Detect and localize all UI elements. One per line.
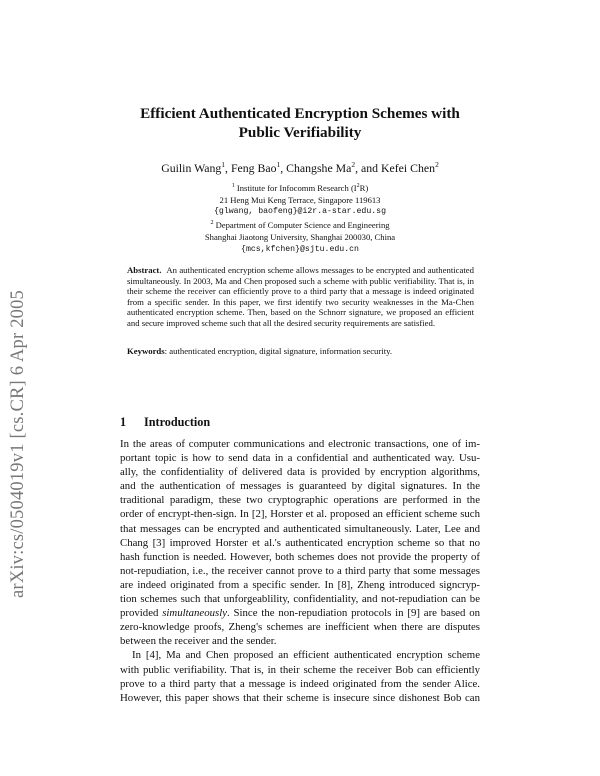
emphasized-text: simultaneously bbox=[162, 607, 227, 620]
paragraph-line: Chang [3] improved Horster et al.'s authenticated encryption scheme so that no bbox=[120, 536, 480, 549]
author-separator: , bbox=[225, 160, 231, 175]
section-title: Introduction bbox=[144, 415, 211, 429]
author-name: Feng Bao bbox=[230, 160, 277, 175]
affiliation-1-address: 21 Heng Mui Keng Terrace, Singapore 119613 bbox=[219, 194, 381, 205]
line-text: provided bbox=[120, 607, 163, 620]
paragraph-line: In the areas of computer communications and electronic transactions, one of im- bbox=[120, 438, 480, 450]
paragraph-line: In [4], Ma and Chen proposed an efficient authenticated encryption scheme bbox=[132, 649, 480, 662]
paragraph-line: that messages can be encrypted and authenticated simultaneously. Later, Lee and bbox=[120, 522, 480, 535]
keywords bbox=[127, 346, 474, 357]
author-affil-mark: 1 bbox=[221, 160, 226, 169]
author-name: Kefei Chen bbox=[381, 160, 436, 175]
author-name: Changshe Ma bbox=[286, 160, 352, 175]
author-name: Guilin Wang bbox=[161, 160, 222, 175]
affiliation-2-name bbox=[100, 218, 500, 232]
affiliation-mark: 1 bbox=[231, 183, 235, 189]
affiliation-2-email[interactable]: {mcs,kfchen}@sjtu.edu.cn bbox=[241, 244, 359, 254]
paragraph-line: tion schemes such that unforgeablility, confidentiality, and not-repudiation can be bbox=[120, 593, 480, 606]
paper-title bbox=[90, 104, 510, 142]
paragraph-line: However, this paper shows that their scheme is insecure since dishonest Bob can bbox=[120, 691, 480, 704]
affiliation-text: Institute for Infocomm Research (I bbox=[236, 182, 357, 193]
abstract bbox=[127, 265, 474, 329]
paragraph-line: prove to a third party that a message is indeed originated from the sender Alice. bbox=[120, 677, 480, 690]
section-heading bbox=[120, 415, 210, 430]
line-text: . Since the non-repudiation protocols in [9] are based on bbox=[227, 607, 480, 620]
author-separator: , and bbox=[355, 160, 381, 175]
affiliation-mark: 2 bbox=[210, 220, 214, 227]
author-list bbox=[80, 160, 520, 176]
abstract-text: An authenticated encryption scheme allows messages to be encrypted and authenticated simultaneously. In 2003, Ma and Chen proposed such a scheme with public verifiability. That is, in their scheme the receiver can efficiently prove to a third party that a message is indeed originated from a specific sender. In this paper, we first identify two security weaknesses in the Ma-Chen authenticated encryption scheme. Then, based on the Schnorr signature, we proposed an efficient and secure improved scheme such that all the desired security requirements are satisfied. bbox=[127, 265, 475, 328]
paragraph-line: zero-knowledge proofs, Zheng's schemes are inefficient when there are disputes bbox=[120, 621, 480, 634]
superscript: 2 bbox=[356, 183, 360, 189]
paragraph-line: between the receiver and the sender. bbox=[120, 635, 277, 648]
keywords-label: Keywords bbox=[127, 346, 165, 356]
keywords-text: : authenticated encryption, digital signature, information security. bbox=[164, 346, 393, 356]
author-affil-mark: 2 bbox=[435, 160, 439, 169]
body-text bbox=[120, 437, 480, 705]
author-separator: , bbox=[280, 160, 287, 175]
author-affil-mark: 1 bbox=[276, 160, 281, 169]
author-affil-mark: 2 bbox=[351, 160, 356, 169]
paragraph-line: are indeed originated from a specific sender. In [8], Zheng introduced signcryp- bbox=[120, 578, 480, 591]
paragraph-line: traditional paradigm, these two cryptographic operations are performed in the bbox=[120, 494, 480, 507]
affiliation-1-name bbox=[100, 181, 500, 195]
affiliations bbox=[100, 181, 500, 256]
paragraph-line: hash function is needed. However, both schemes does not provide the property of bbox=[120, 550, 480, 563]
affiliation-1-email[interactable]: {glwang, baofeng}@i2r.a-star.edu.sg bbox=[214, 207, 386, 217]
abstract-label: Abstract. bbox=[127, 265, 162, 275]
title-line-1: Efficient Authenticated Encryption Schemes with bbox=[140, 105, 460, 122]
title-line-2: Public Verifiability bbox=[238, 124, 362, 141]
paragraph-line: order of encrypt-then-sign. In [2], Horster et al. proposed an efficient scheme such bbox=[120, 508, 480, 521]
arxiv-identifier[interactable]: arXiv:cs/0504019v1 [cs.CR] 6 Apr 2005 bbox=[8, 290, 28, 598]
affiliation-2-address: Shanghai Jiaotong University, Shanghai 200030, China bbox=[204, 231, 396, 242]
paragraph-line bbox=[120, 606, 480, 620]
paragraph-line: and the authentication of messages is guaranteed by digital signatures. In the bbox=[120, 480, 480, 493]
paragraph-line: with public verifiability. That is, in their scheme the receiver Bob can efficiently bbox=[120, 663, 480, 676]
paragraph-line: not-repudiation, i.e., the receiver cannot prove to a third party that some messages bbox=[120, 564, 480, 577]
paragraph-line: portant topic is how to send data in a confidential and authenticated way. Usu- bbox=[120, 452, 480, 465]
affiliation-text: Department of Computer Science and Engineering bbox=[215, 220, 390, 231]
section-number: 1 bbox=[120, 415, 127, 429]
paragraph-line: ally, the confidentiality of delivered data is provided by encryption algorithms, bbox=[120, 466, 480, 479]
affiliation-text-end: R) bbox=[359, 182, 369, 193]
